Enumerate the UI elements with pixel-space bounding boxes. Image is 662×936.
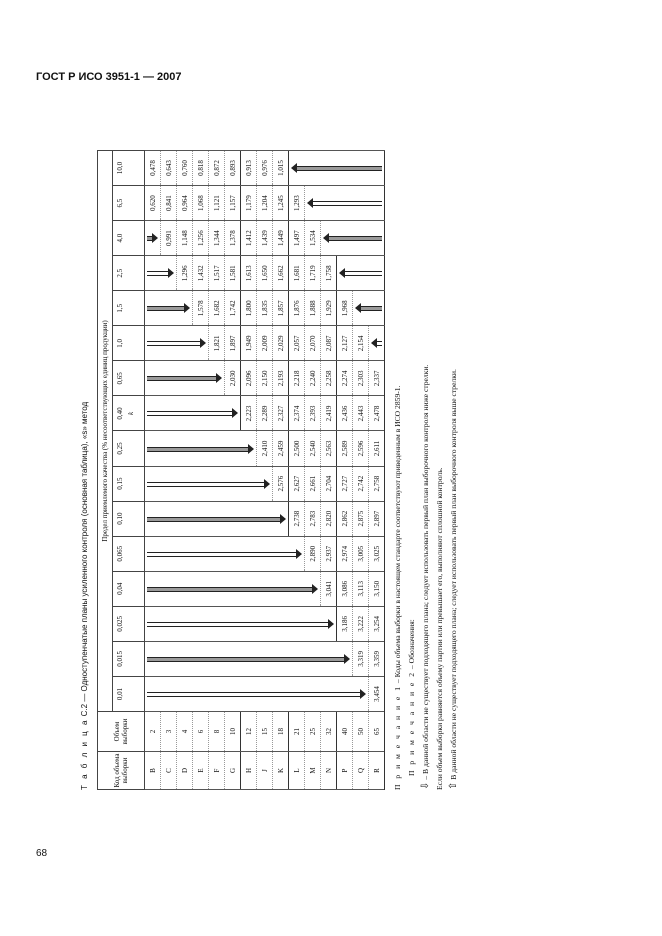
row-code: E <box>193 752 209 790</box>
k-value-cell: 2,890 <box>305 536 321 571</box>
aql-value: 0,025 <box>116 615 124 632</box>
k-value-cell: 1,449 <box>273 221 289 256</box>
k-value-cell: 2,500 <box>289 431 305 466</box>
aql-header-cell <box>113 256 145 291</box>
legend-up <box>447 150 461 790</box>
col-header-size: Объем выборки <box>98 712 145 752</box>
arrow-down-cell <box>145 291 193 326</box>
k-value-cell: 1,821 <box>209 326 225 361</box>
k-value-cell: 1,157 <box>225 186 241 221</box>
k-value-cell: 2,704 <box>321 466 337 501</box>
aql-value: 10,0 <box>116 161 124 175</box>
k-value-cell: 2,596 <box>353 431 369 466</box>
aql-header-cell <box>113 641 145 676</box>
aql-value: 0,015 <box>116 651 124 667</box>
row-code: K <box>273 752 289 790</box>
k-value-cell: 1,378 <box>225 221 241 256</box>
arrow-down-icon <box>344 654 350 664</box>
arrow-down-icon <box>248 444 254 454</box>
k-value-cell: 1,662 <box>273 256 289 291</box>
note-1 <box>391 150 405 790</box>
row-code: G <box>225 752 241 790</box>
arrow-up-cell <box>353 291 385 326</box>
aql-header-cell <box>113 466 145 501</box>
table-row <box>145 151 161 790</box>
arrow-up-icon <box>355 303 361 313</box>
k-value-cell: 0,991 <box>161 221 177 256</box>
row-sample-size: 40 <box>337 712 353 752</box>
k-value-cell: 1,578 <box>193 291 209 326</box>
aql-value: 2,5 <box>116 268 124 278</box>
k-value-cell: 1,148 <box>177 221 193 256</box>
arrow-shaft <box>147 657 344 662</box>
arrow-shaft <box>147 517 280 522</box>
k-value-cell: 3,186 <box>337 606 353 641</box>
arrow-down-icon <box>168 268 174 278</box>
k-value-cell: 1,581 <box>225 256 241 291</box>
document-header: ГОСТ Р ИСО 3951-1 — 2007 <box>36 71 182 83</box>
arrow-shaft <box>377 341 382 346</box>
arrow-down-icon <box>216 373 222 383</box>
k-value-cell: 2,783 <box>305 501 321 536</box>
legend-full-control: Если объем выборки равняется объему партии или превышает его, выполняют сплошной контроль. <box>435 467 444 790</box>
aql-header-cell <box>113 676 145 711</box>
k-value-cell: 1,497 <box>289 221 305 256</box>
k-value-cell: 2,540 <box>305 431 321 466</box>
k-value-cell: 0,818 <box>193 151 209 186</box>
arrow-up-icon <box>339 268 345 278</box>
aql-header-cell <box>113 291 145 326</box>
down-arrow-icon: ⇩ <box>420 781 431 790</box>
page-number: 68 <box>36 848 48 859</box>
row-sample-size: 6 <box>193 712 209 752</box>
table-notes <box>391 150 461 790</box>
arrow-up-cell <box>369 326 385 361</box>
k-value-cell: 1,876 <box>289 291 305 326</box>
row-sample-size: 10 <box>225 712 241 752</box>
k-value-cell: 1,121 <box>209 186 225 221</box>
arrow-up-cell <box>289 151 385 186</box>
aql-value: 1,5 <box>116 303 124 313</box>
k-value-cell: 2,742 <box>353 466 369 501</box>
aql-value: 0,25 <box>116 442 124 455</box>
k-value-cell: 2,327 <box>273 396 289 431</box>
row-sample-size: 8 <box>209 712 225 752</box>
k-value-cell: 2,374 <box>289 396 305 431</box>
arrow-shaft <box>147 341 200 346</box>
up-arrow-icon: ⇧ <box>448 781 459 790</box>
k-value-cell: 2,289 <box>257 396 273 431</box>
k-value-cell: 2,611 <box>369 431 385 466</box>
k-value-cell: 1,681 <box>289 256 305 291</box>
arrow-down-cell <box>145 571 321 606</box>
k-value-cell: 0,620 <box>145 186 161 221</box>
aql-value: 1,0 <box>116 338 124 348</box>
arrow-down-cell <box>145 641 353 676</box>
arrow-shaft <box>361 306 382 311</box>
k-value-cell: 3,005 <box>353 536 369 571</box>
k-value-cell: 2,127 <box>337 326 353 361</box>
k-value-cell: 2,661 <box>305 466 321 501</box>
arrow-shaft <box>297 166 382 171</box>
k-value-cell: 3,254 <box>369 606 385 641</box>
k-value-cell: 2,303 <box>353 361 369 396</box>
aql-header-cell <box>113 396 145 431</box>
k-value-cell: 2,627 <box>289 466 305 501</box>
k-value-cell: 2,070 <box>305 326 321 361</box>
k-value-cell: 1,015 <box>273 151 289 186</box>
row-code: C <box>161 752 177 790</box>
row-code: F <box>209 752 225 790</box>
aql-header-cell <box>113 571 145 606</box>
row-sample-size: 15 <box>257 712 273 752</box>
k-value-cell: 0,643 <box>161 151 177 186</box>
k-value-cell: 1,758 <box>321 256 337 291</box>
arrow-up-icon <box>371 338 377 348</box>
aql-value: 0,10 <box>116 512 124 525</box>
row-code: R <box>369 752 385 790</box>
arrow-down-icon <box>232 408 238 418</box>
k-value-cell: 0,976 <box>257 151 273 186</box>
k-value-cell: 1,412 <box>241 221 257 256</box>
k-value-cell: 1,949 <box>241 326 257 361</box>
arrow-shaft <box>147 692 360 697</box>
legend-down-text: – В данной области не существует подходящего плана; следует использовать первый план выборочного контроля ниже стрелки. <box>421 364 430 780</box>
row-code: B <box>145 752 161 790</box>
caption-label: Т а б л и ц а <box>80 718 89 790</box>
aql-value: 0,065 <box>116 545 124 562</box>
k-value-cell: 0,913 <box>241 151 257 186</box>
k-value-cell: 3,150 <box>369 571 385 606</box>
legend-up-text: В данной области не существует подходящего плана; следует использовать первый план выборочного контроля выше стрелки. <box>449 369 458 780</box>
arrow-up-cell <box>337 256 385 291</box>
k-value-cell: 3,086 <box>337 571 353 606</box>
note-2 <box>405 150 419 790</box>
k-value-cell: 1,432 <box>193 256 209 291</box>
k-value-cell: 1,534 <box>305 221 321 256</box>
table-caption <box>78 150 94 790</box>
k-value-cell: 1,439 <box>257 221 273 256</box>
k-value-cell: 1,888 <box>305 291 321 326</box>
row-code: J <box>257 752 273 790</box>
k-value-cell: 1,800 <box>241 291 257 326</box>
arrow-up-icon <box>323 233 329 243</box>
arrow-down-cell <box>145 221 161 256</box>
k-value-cell: 2,589 <box>337 431 353 466</box>
aql-value: 4,0 <box>116 233 124 243</box>
row-code: N <box>321 752 337 790</box>
aql-header-cell <box>113 536 145 571</box>
aql-header-cell <box>113 326 145 361</box>
aql-value: 6,5 <box>116 198 124 208</box>
note-2-label: П р и м е ч а н и е 2 <box>407 671 416 776</box>
k-value-cell: 2,576 <box>273 466 289 501</box>
k-value-cell: 3,319 <box>353 641 369 676</box>
k-value-cell: 1,296 <box>177 256 193 291</box>
row-code: D <box>177 752 193 790</box>
k-value-cell: 3,222 <box>353 606 369 641</box>
row-sample-size: 65 <box>369 712 385 752</box>
arrow-shaft <box>147 411 232 416</box>
arrow-down-icon <box>152 233 158 243</box>
k-value-cell: 2,727 <box>337 466 353 501</box>
arrow-up-cell <box>321 221 385 256</box>
arrow-down-icon <box>312 584 318 594</box>
k-value-cell: 2,436 <box>337 396 353 431</box>
k-value-cell: 1,204 <box>257 186 273 221</box>
k-value-cell: 2,218 <box>289 361 305 396</box>
k-value-cell: 2,563 <box>321 431 337 466</box>
k-value-cell: 2,897 <box>369 501 385 536</box>
row-sample-size: 18 <box>273 712 289 752</box>
k-value-cell: 1,245 <box>273 186 289 221</box>
aql-value: 0,04 <box>116 582 124 595</box>
k-value-cell: 2,030 <box>225 361 241 396</box>
note-2-text: – Обозначения: <box>407 619 416 670</box>
k-value-cell: 2,937 <box>321 536 337 571</box>
aql-header-cell <box>113 431 145 466</box>
row-code: L <box>289 752 305 790</box>
row-sample-size: 25 <box>305 712 321 752</box>
k-value-cell: 2,096 <box>241 361 257 396</box>
row-sample-size: 2 <box>145 712 161 752</box>
row-code: M <box>305 752 321 790</box>
arrow-down-cell <box>145 326 209 361</box>
row-sample-size: 4 <box>177 712 193 752</box>
arrow-up-icon <box>307 198 313 208</box>
rotated-table-block <box>78 150 460 790</box>
aql-header-cell <box>113 221 145 256</box>
arrow-down-cell <box>145 676 369 711</box>
k-value-cell: 2,009 <box>257 326 273 361</box>
k-value-cell: 0,760 <box>177 151 193 186</box>
arrow-down-icon <box>264 479 270 489</box>
k-value-cell: 2,862 <box>337 501 353 536</box>
k-value-cell: 2,057 <box>289 326 305 361</box>
arrow-down-cell <box>145 256 177 291</box>
arrow-down-cell <box>145 536 305 571</box>
k-value-cell: 2,337 <box>369 361 385 396</box>
k-value-cell: 1,897 <box>225 326 241 361</box>
k-value-cell: 3,025 <box>369 536 385 571</box>
arrow-shaft <box>147 587 312 592</box>
arrow-down-cell <box>145 606 337 641</box>
k-value-cell: 2,029 <box>273 326 289 361</box>
k-value-cell: 2,875 <box>353 501 369 536</box>
k-value-cell: 2,419 <box>321 396 337 431</box>
col-header-aql: Предел приемлемого качества (% несоответствующих единиц продукции) <box>98 151 113 712</box>
aql-header-cell <box>113 151 145 186</box>
k-value-cell: 1,344 <box>209 221 225 256</box>
k-value-cell: 2,974 <box>337 536 353 571</box>
arrow-down-icon <box>296 549 302 559</box>
caption-text: С.2 — Одноступенчатые планы усиленного контроля (основная таблица), «s» метод <box>80 401 89 717</box>
row-code: H <box>241 752 257 790</box>
arrow-shaft <box>345 271 382 276</box>
k-value-cell: 1,719 <box>305 256 321 291</box>
arrow-up-cell <box>305 186 385 221</box>
k-value-cell: 2,410 <box>257 431 273 466</box>
k-value-cell: 1,742 <box>225 291 241 326</box>
arrow-down-cell <box>145 466 273 501</box>
k-value-cell: 3,454 <box>369 676 385 711</box>
k-value-cell: 3,041 <box>321 571 337 606</box>
arrow-shaft <box>313 201 382 206</box>
aql-header-cell <box>113 361 145 396</box>
k-value-cell: 1,256 <box>193 221 209 256</box>
k-value-cell: 1,968 <box>337 291 353 326</box>
k-value-cell: 2,820 <box>321 501 337 536</box>
k-value-cell: 1,613 <box>241 256 257 291</box>
row-sample-size: 12 <box>241 712 257 752</box>
row-code: P <box>337 752 353 790</box>
k-value-cell: 2,240 <box>305 361 321 396</box>
k-value-cell: 2,393 <box>305 396 321 431</box>
arrow-down-cell <box>145 501 289 536</box>
arrow-shaft <box>147 376 216 381</box>
arrow-down-icon <box>328 619 334 629</box>
arrow-down-icon <box>184 303 190 313</box>
arrow-shaft <box>147 447 248 452</box>
arrow-down-cell <box>145 396 241 431</box>
k-value-cell: 1,682 <box>209 291 225 326</box>
acceptance-plans-table <box>97 150 385 790</box>
aql-value: 0,01 <box>116 687 124 701</box>
arrow-down-cell <box>145 361 225 396</box>
arrow-shaft <box>147 482 264 487</box>
k-value-cell: 1,929 <box>321 291 337 326</box>
k-value-cell: 2,478 <box>369 396 385 431</box>
arrow-shaft <box>147 552 296 557</box>
k-value-cell: 0,893 <box>225 151 241 186</box>
arrow-down-cell <box>145 431 257 466</box>
col-header-code: Код объема выборки <box>98 752 145 790</box>
row-sample-size: 3 <box>161 712 177 752</box>
k-label: k <box>127 411 135 416</box>
arrow-shaft <box>147 271 168 276</box>
row-sample-size: 32 <box>321 712 337 752</box>
row-code: Q <box>353 752 369 790</box>
k-value-cell: 2,150 <box>257 361 273 396</box>
note-1-label: П р и м е ч а н и е 1 <box>393 685 402 790</box>
k-value-cell: 2,223 <box>241 396 257 431</box>
arrow-down-icon <box>360 689 366 699</box>
arrow-shaft <box>329 236 382 241</box>
k-value-cell: 1,857 <box>273 291 289 326</box>
k-value-cell: 2,274 <box>337 361 353 396</box>
k-value-cell: 1,517 <box>209 256 225 291</box>
aql-header-cell <box>113 186 145 221</box>
k-value-cell: 1,835 <box>257 291 273 326</box>
aql-header-cell <box>113 606 145 641</box>
k-value-cell: 0,964 <box>177 186 193 221</box>
k-value-cell: 2,443 <box>353 396 369 431</box>
aql-header-cell <box>113 501 145 536</box>
k-value-cell: 0,841 <box>161 186 177 221</box>
aql-value: 0,15 <box>116 477 124 490</box>
k-value-cell: 2,193 <box>273 361 289 396</box>
note-1-text: – Коды объема выборки в настоящем стандарте соответствуют приведенным в ИСО 2859-1. <box>393 385 402 684</box>
aql-value: 0,40 <box>116 407 124 420</box>
k-value-cell: 2,258 <box>321 361 337 396</box>
arrow-shaft <box>147 306 184 311</box>
arrow-up-icon <box>291 163 297 173</box>
k-value-cell: 0,478 <box>145 151 161 186</box>
k-value-cell: 2,758 <box>369 466 385 501</box>
k-value-cell: 1,068 <box>193 186 209 221</box>
k-value-cell: 0,872 <box>209 151 225 186</box>
k-value-cell: 2,087 <box>321 326 337 361</box>
legend-down <box>419 150 433 790</box>
k-value-cell: 3,359 <box>369 641 385 676</box>
arrow-down-icon <box>280 514 286 524</box>
k-value-cell: 1,179 <box>241 186 257 221</box>
row-sample-size: 50 <box>353 712 369 752</box>
k-value-cell: 2,154 <box>353 326 369 361</box>
k-value-cell: 1,293 <box>289 186 305 221</box>
k-value-cell: 3,113 <box>353 571 369 606</box>
aql-value: 0,65 <box>116 372 124 385</box>
k-value-cell: 1,650 <box>257 256 273 291</box>
arrow-shaft <box>147 622 328 627</box>
k-value-cell: 2,459 <box>273 431 289 466</box>
row-sample-size: 21 <box>289 712 305 752</box>
arrow-down-icon <box>200 338 206 348</box>
k-value-cell: 2,738 <box>289 501 305 536</box>
